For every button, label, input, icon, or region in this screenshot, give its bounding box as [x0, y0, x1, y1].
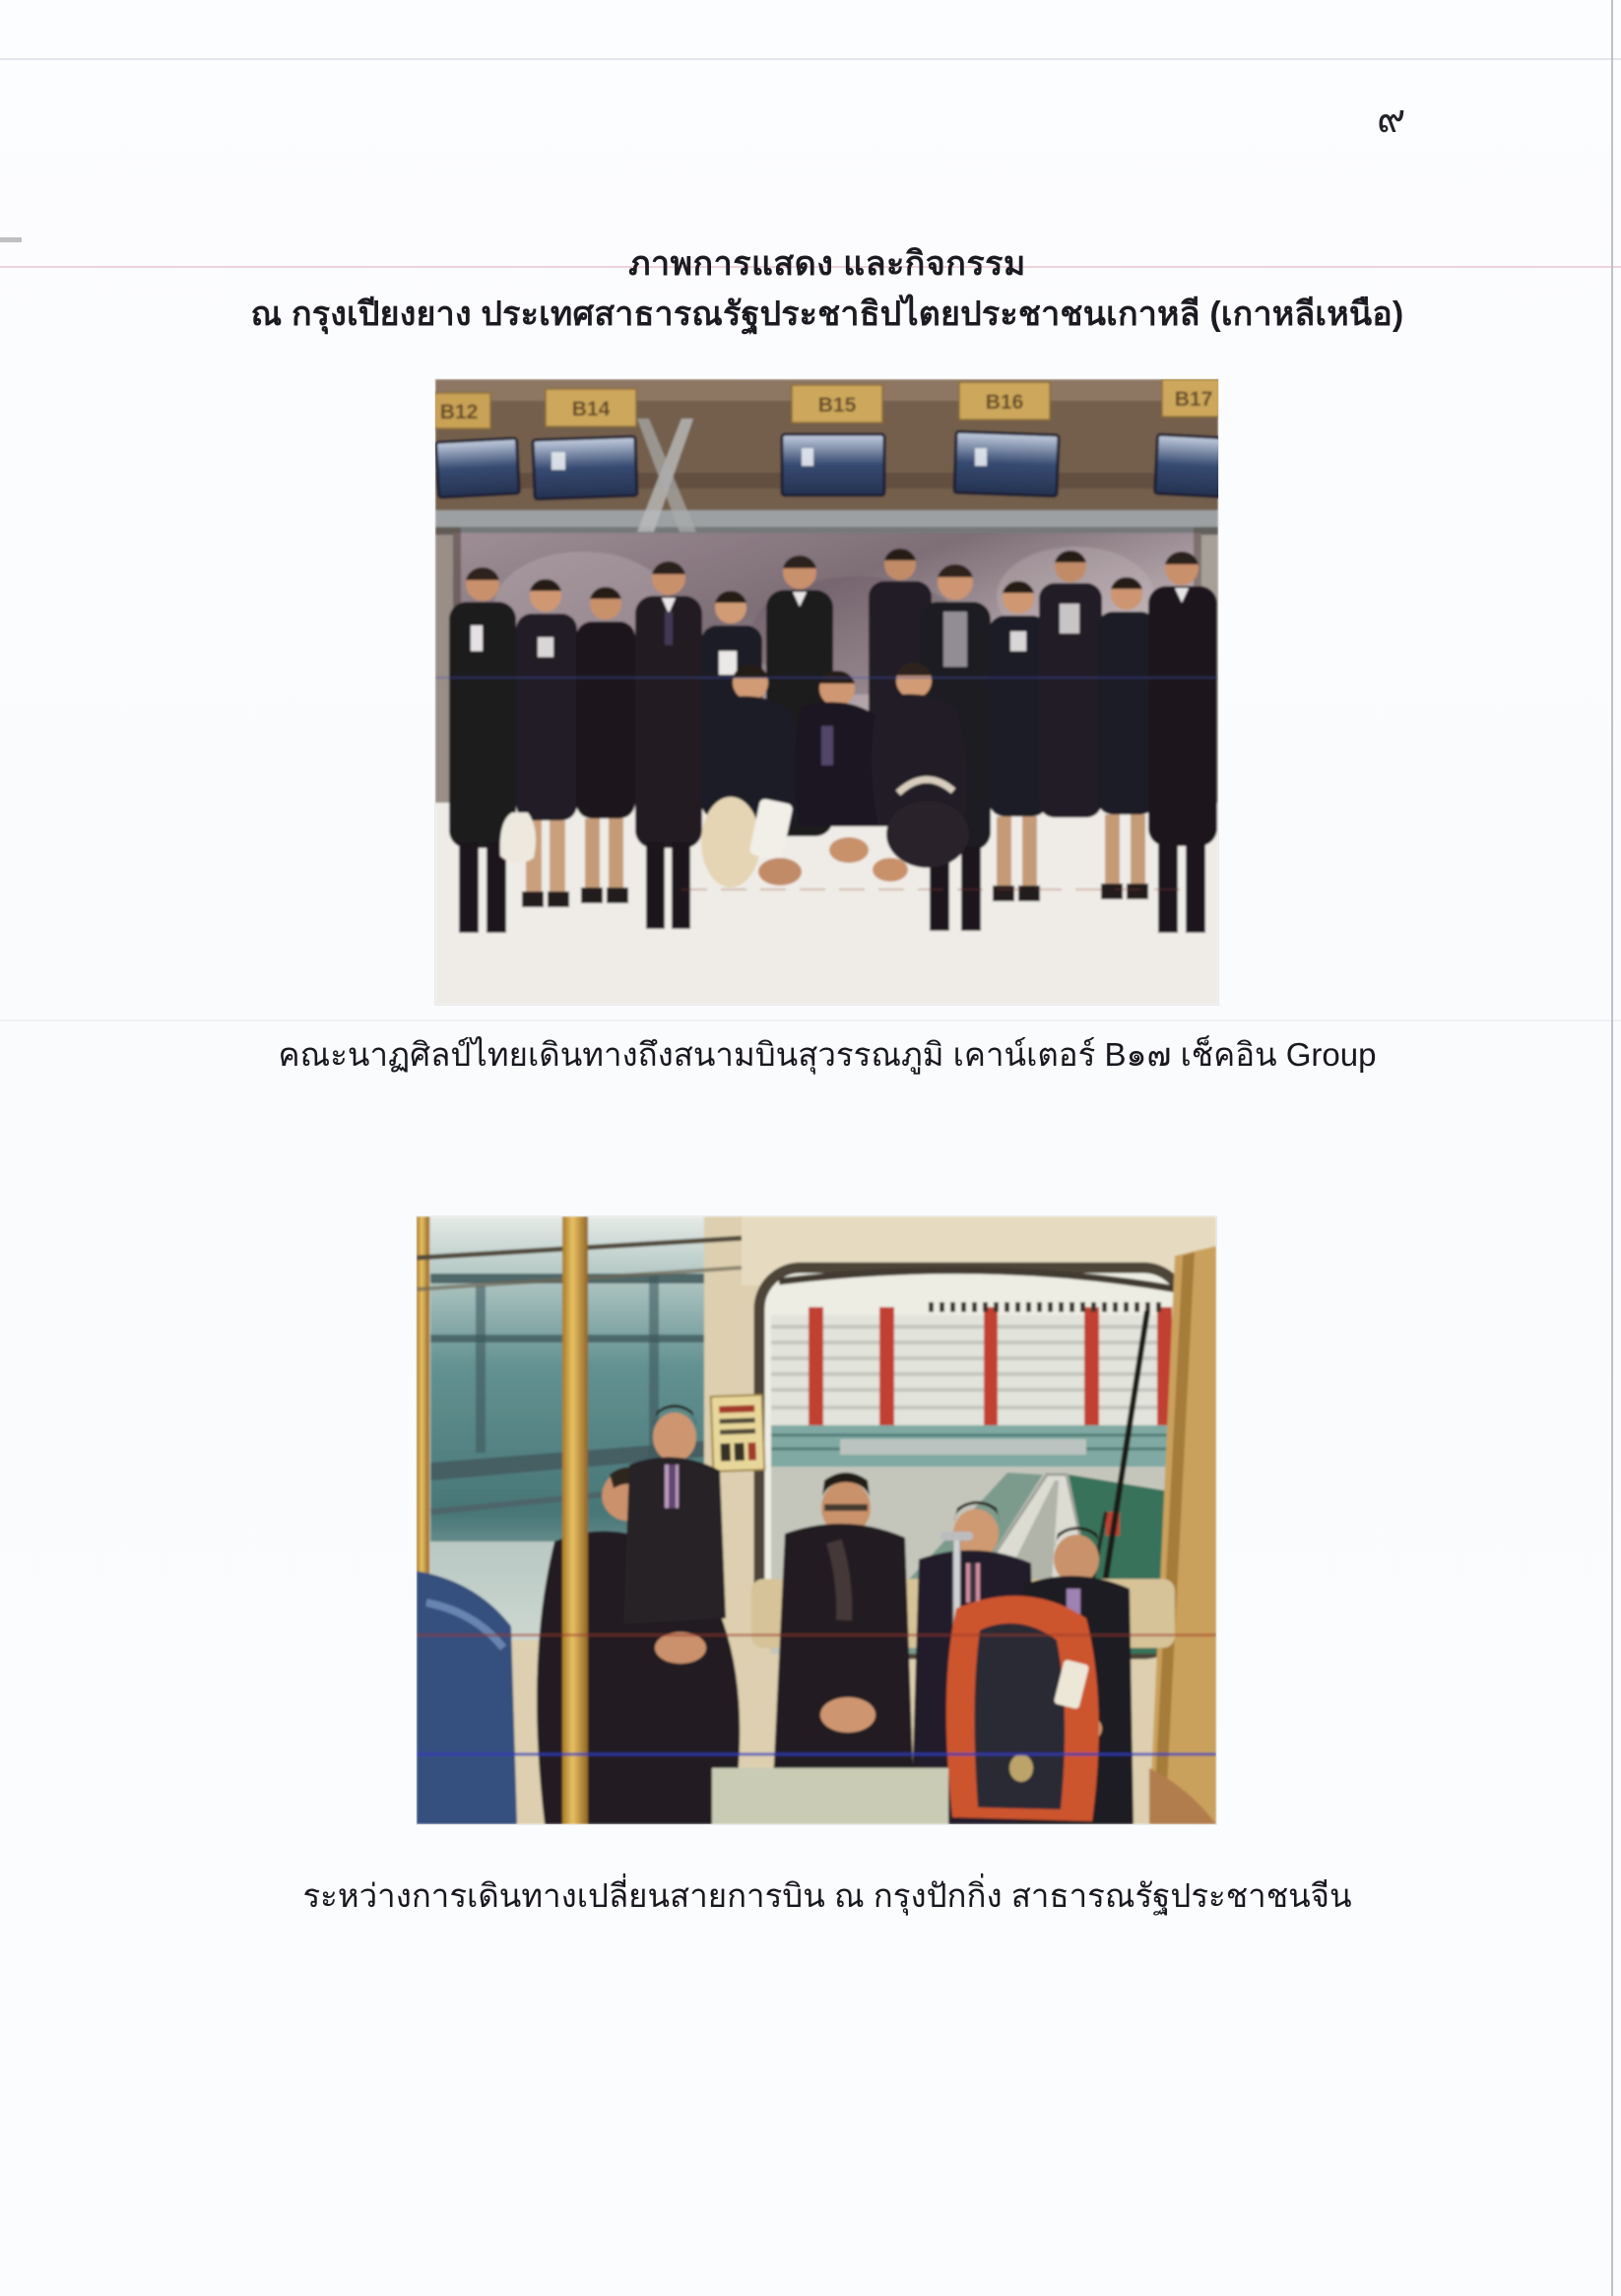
- photo1-caption: คณะนาฏศิลป์ไทยเดินทางถึงสนามบินสุวรรณภูมิ เคาน์เตอร์ B๑๗ เช็คอิน Group: [278, 1036, 1377, 1073]
- scan-tint: [435, 379, 1218, 1005]
- svg-text:B17: B17: [1174, 388, 1213, 411]
- scan-artifact-right-vertical-line: [1611, 0, 1613, 2296]
- photo-airport-checkin-group: [435, 379, 1218, 1005]
- page-number: ๙: [1377, 98, 1406, 141]
- svg-text:B15: B15: [817, 394, 857, 417]
- scan-artifact-top-line: [0, 58, 1621, 60]
- photo-shuttle-train-interior: [417, 1216, 1216, 1824]
- page-title-line1: ภาพการแสดง และกิจกรรม: [628, 245, 1026, 283]
- svg-text:B14: B14: [571, 398, 611, 421]
- svg-text:B12: B12: [439, 401, 479, 424]
- photo2-caption: ระหว่างการเดินทางเปลี่ยนสายการบิน ณ กรุงปักกิ่ง สาธารณรัฐประชาชนจีน: [302, 1877, 1352, 1914]
- scan-artifact-faint-line: [0, 1019, 1621, 1021]
- photo1-scene: [435, 379, 1218, 1005]
- page-title-line2: ณ กรุงเปียงยาง ประเทศสาธารณรัฐประชาธิปไตยประชาชนเกาหลี (เกาหลีเหนือ): [250, 295, 1404, 333]
- svg-text:B16: B16: [985, 391, 1024, 414]
- photo2-scene: [417, 1216, 1216, 1824]
- scan-tint: [417, 1216, 1216, 1824]
